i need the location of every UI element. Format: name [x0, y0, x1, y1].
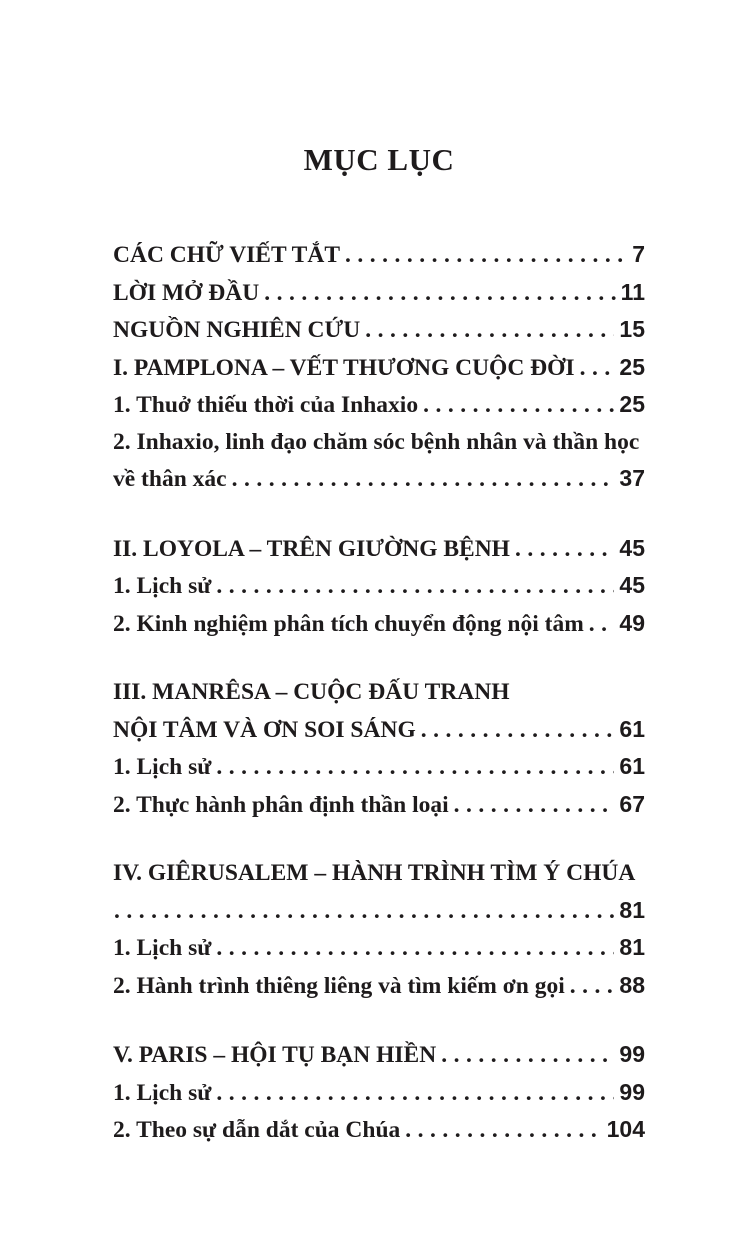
dot-leader: [264, 275, 615, 312]
toc-page-number: 81: [619, 934, 645, 960]
dot-leader: [454, 787, 615, 824]
dot-leader: [423, 387, 614, 424]
dot-leader: [405, 1112, 601, 1149]
dot-leader: [216, 749, 614, 786]
dot-leader: [216, 1075, 614, 1112]
toc-entry-label: NỘI TÂM VÀ ƠN SOI SÁNG: [113, 716, 416, 743]
toc-row-sources: [113, 311, 645, 349]
toc-page-number: 61: [619, 753, 645, 779]
toc-entry-label: 1. Lịch sử: [113, 754, 212, 780]
toc-entry-label: 2. Kinh nghiệm phân tích chuyển động nội tâm: [113, 610, 584, 637]
toc-row-section-2-heading: [113, 530, 645, 568]
dot-leader: [114, 893, 614, 930]
toc-row-section-5-heading: [113, 1036, 645, 1074]
toc-page-number: 61: [619, 715, 645, 742]
toc-page-number: 37: [619, 465, 645, 491]
toc-page-number: 25: [619, 391, 645, 417]
toc-row-section-4-heading-line-2: [113, 892, 645, 930]
dot-leader: [580, 350, 615, 387]
toc-page-number: 15: [619, 316, 645, 342]
toc-entry-label: 1. Lịch sử: [113, 573, 212, 599]
toc-entry-label: III. MANRÊSA – CUỘC ĐẤU TRANH: [113, 679, 510, 705]
dot-leader: [216, 568, 614, 605]
toc-page-number: 104: [606, 1116, 645, 1142]
toc-entry-label: 1. Thuở thiếu thời của Inhaxio: [113, 392, 419, 418]
toc-page-number: 45: [619, 572, 645, 598]
toc-row-section-4-item-1: [113, 929, 645, 967]
toc-entry-label: 2. Inhaxio, linh đạo chăm sóc bệnh nhân và thần học: [113, 428, 640, 455]
toc-row-section-2-item-2: [113, 605, 645, 643]
table-of-contents: [113, 236, 645, 1149]
toc-entry-label: 2. Thực hành phân định thần loại: [113, 791, 449, 818]
toc-page-number: 49: [619, 609, 645, 636]
dot-leader: [515, 531, 614, 568]
toc-row-section-3-heading-line-2: [113, 711, 645, 749]
toc-entry-label: 1. Lịch sử: [113, 935, 212, 961]
toc-row-section-2-item-1: [113, 567, 645, 605]
dot-leader: [441, 1037, 614, 1074]
dot-leader: [232, 461, 615, 498]
toc-entry-label: 2. Theo sự dẫn dắt của Chúa: [113, 1117, 401, 1143]
toc-entry-label: I. PAMPLONA – VẾT THƯƠNG CUỘC ĐỜI: [113, 354, 575, 381]
toc-entry-label: 2. Hành trình thiêng liêng và tìm kiếm ơn gọi: [113, 972, 565, 999]
toc-entry-label: II. LOYOLA – TRÊN GIƯỜNG BỆNH: [113, 535, 510, 562]
toc-row-section-1-item-2-line-2: [113, 460, 645, 498]
toc-entry-label: NGUỒN NGHIÊN CỨU: [113, 317, 361, 343]
toc-row-section-3-item-1: [113, 748, 645, 786]
dot-leader: [570, 968, 615, 1005]
toc-row-section-1-item-1: [113, 386, 645, 424]
toc-page-number: 99: [619, 1078, 645, 1105]
dot-leader: [365, 312, 614, 349]
toc-row-section-5-item-1: [113, 1074, 645, 1112]
toc-row-section-3-heading-line-1: [113, 674, 645, 711]
toc-entry-label: 1. Lịch sử: [113, 1079, 212, 1106]
toc-row-section-3-item-2: [113, 786, 645, 824]
toc-page-number: 7: [632, 241, 645, 267]
dot-leader: [216, 930, 614, 967]
toc-page-number: 99: [619, 1041, 645, 1067]
toc-entry-label: LỜI MỞ ĐẦU: [113, 279, 260, 306]
toc-page-number: 11: [620, 278, 645, 305]
dot-leader: [345, 237, 627, 274]
toc-row-section-1-heading: [113, 349, 645, 387]
toc-entry-label: IV. GIÊRUSALEM – HÀNH TRÌNH TÌM Ý CHÚA: [113, 860, 636, 886]
toc-page-number: 88: [619, 971, 645, 998]
page-title: MỤC LỤC: [303, 142, 455, 177]
toc-row-foreword: [113, 274, 645, 312]
toc-entry-label: V. PARIS – HỘI TỤ BẠN HIỀN: [113, 1042, 437, 1068]
dot-leader: [421, 712, 615, 749]
toc-row-section-4-item-2: [113, 967, 645, 1005]
toc-entry-label: CÁC CHỮ VIẾT TẮT: [113, 242, 341, 268]
toc-page-number: 45: [619, 534, 645, 561]
toc-page-number: 67: [619, 790, 645, 817]
toc-page-number: 25: [619, 353, 645, 380]
toc-row-abbreviations: [113, 236, 645, 274]
dot-leader: [589, 606, 615, 643]
toc-row-section-1-item-2-line-1: [113, 424, 645, 461]
toc-row-section-4-heading-line-1: [113, 855, 645, 892]
toc-page-number: 81: [619, 896, 645, 923]
toc-entry-label: về thân xác: [113, 466, 227, 492]
toc-row-section-5-item-2: [113, 1111, 645, 1149]
